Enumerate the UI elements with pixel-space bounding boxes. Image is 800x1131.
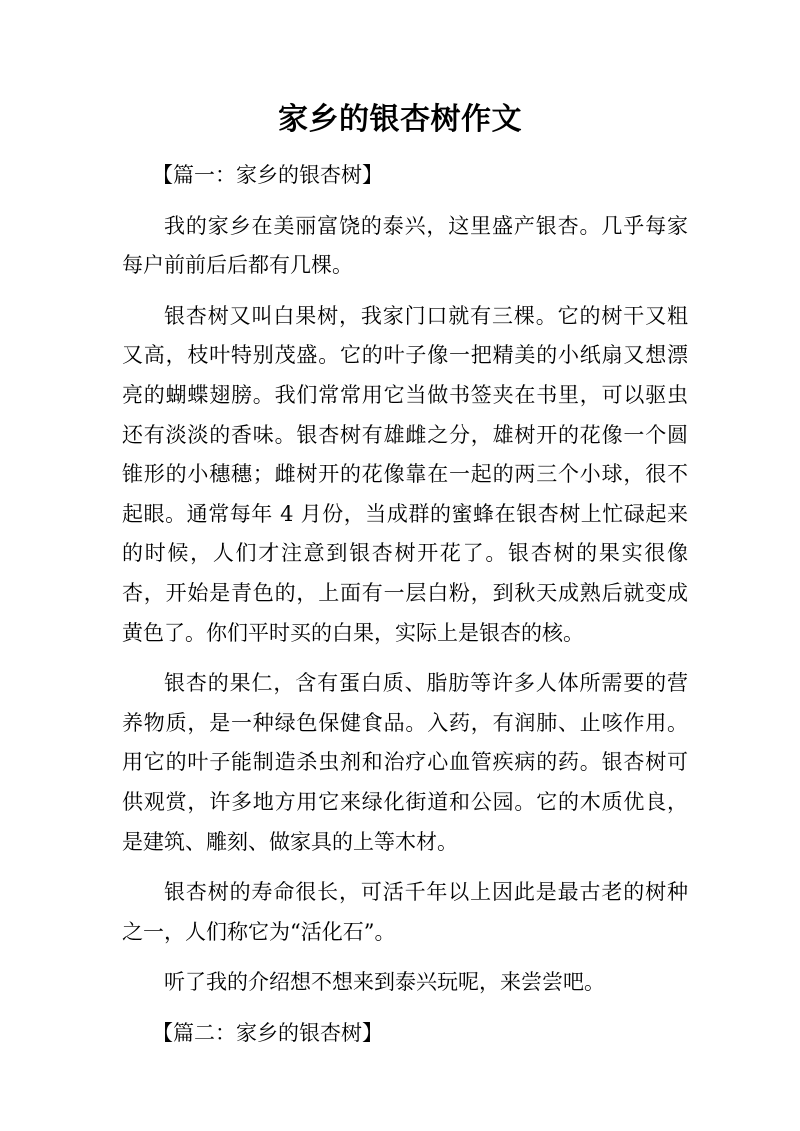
section-heading-1: 【篇一：家乡的银杏树】 bbox=[152, 163, 383, 187]
paragraph: 银杏树的寿命很长，可活千年以上因此是最古老的树种之一，人们称它为“活化石”。 bbox=[122, 880, 688, 944]
paragraph: 银杏树又叫白果树，我家门口就有三棵。它的树干又粗又高，枝叶特别茂盛。它的叶子像一把精美的小纸扇又想漂亮的蝴蝶翅膀。我们常常用它当做书签夹在书里，可以驱虫还有淡淡的香味。银杏树有雄雌之分，雄树开的花像一个圆锥形的小穗穗；雌树开的花像靠在一起的两三个小球，很不起眼。通常每年 4 月份，当成群的蜜蜂在银杏树上忙碌起来的时候，人们才注意到银杏树开花了。银杏树的果实很像杏，开始是青色的，上面有一层白粉，到秋天成熟后就变成黄色了。你们平时买的白果，实际上是银杏的核。 bbox=[122, 303, 688, 645]
paragraph: 银杏的果仁，含有蛋白质、脂肪等许多人体所需要的营养物质，是一种绿色保健食品。入药，有润肺、止咳作用。用它的叶子能制造杀虫剂和治疗心血管疾病的药。银杏树可供观赏，许多地方用它来绿化街道和公园。它的木质优良，是建筑、雕刻、做家具的上等木材。 bbox=[122, 671, 688, 854]
document-body bbox=[122, 156, 688, 1064]
section-heading-2: 【篇二：家乡的银杏树】 bbox=[152, 1020, 383, 1045]
paragraph: 听了我的介绍想不想来到泰兴玩呢，来尝尝吧。 bbox=[164, 970, 605, 995]
document-title: 家乡的银杏树作文 bbox=[278, 102, 522, 137]
paragraph: 我的家乡在美丽富饶的泰兴，这里盛产银杏。几乎每家每户前前后后都有几棵。 bbox=[122, 213, 688, 278]
